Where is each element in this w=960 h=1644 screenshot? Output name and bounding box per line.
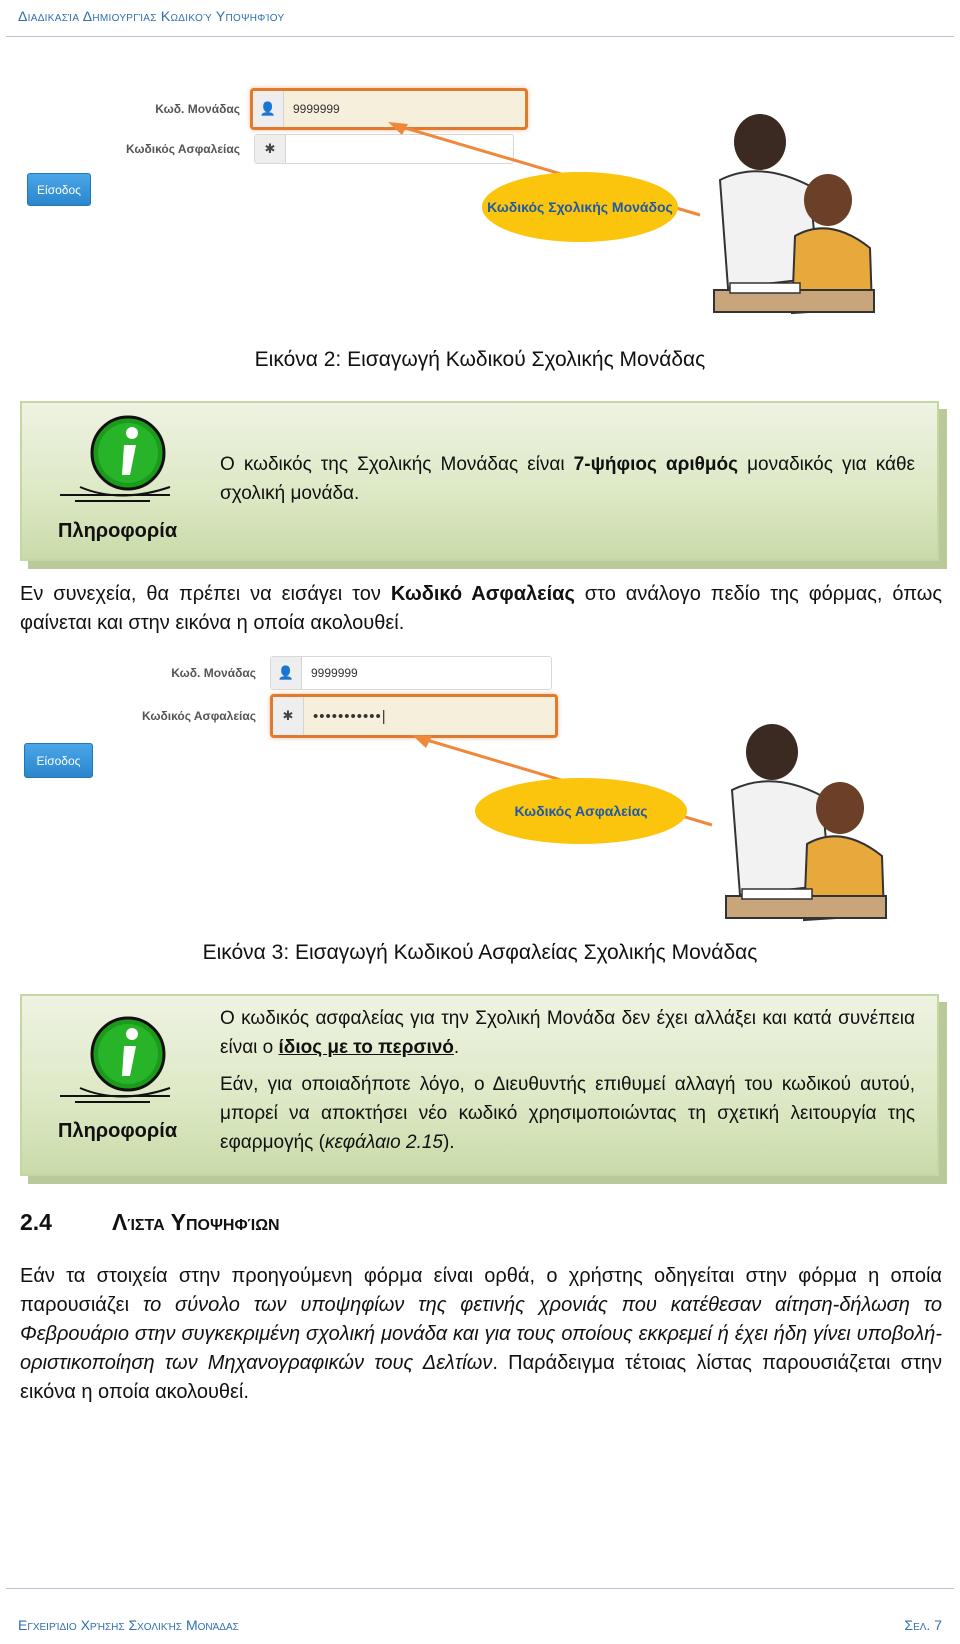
- info-text: [220, 1004, 915, 1157]
- info2-p2-start: Εάν, για οποιαδήποτε λόγο, ο Διευθυντής επιθυμεί αλλαγή του κωδικού αυτού, μπορεί να αποκτήσει νέο κωδικό χρησιμοποιώντας τη σχετική λειτουργία της εφαρμογής (: [220, 1074, 915, 1153]
- school-code-label: Κωδ. Μονάδας: [171, 666, 256, 680]
- security-code-label: Κωδικός Ασφαλείας: [125, 142, 240, 156]
- footer-divider: [6, 1588, 954, 1589]
- login-button[interactable]: Είσοδος: [24, 743, 93, 778]
- paragraph-2: [20, 1262, 942, 1407]
- info2-p2-end: ).: [442, 1132, 455, 1153]
- para2-end: . Παράδειγμα τέτοιας λίστας παρουσιάζεται στην εικόνα η οποία ακολουθεί.: [20, 1352, 942, 1403]
- user-icon: 👤: [271, 657, 302, 689]
- para1-end: στο ανάλογο πεδίο της φόρμας, όπως φαίνεται και στην εικόνα η οποία ακολουθεί.: [20, 583, 942, 634]
- para2-start: Εάν τα στοιχεία στην προηγούμενη φόρμα είναι ορθά, ο χρήστης οδηγείται στην φόρμα η οποία παρουσιάζει: [20, 1265, 942, 1316]
- info-icon: [50, 409, 200, 509]
- para1-bold: Κωδικό Ασφαλείας: [390, 583, 575, 605]
- security-code-label: Κωδικός Ασφαλείας: [141, 709, 256, 723]
- info2-p1-start: Ο κωδικός ασφαλείας για την Σχολική Μονάδα δεν έχει αλλάξει και κατά συνέπεια είναι ο: [220, 1008, 915, 1058]
- para1-start: Εν συνεχεία, θα πρέπει να εισάγει τον: [20, 583, 391, 605]
- callout-security-code: Κωδικός Ασφαλείας: [475, 778, 687, 844]
- security-code-value: •••••••••••|: [313, 707, 387, 725]
- header-divider: [6, 36, 954, 37]
- info-icon: [50, 1010, 200, 1110]
- para2-italic: το σύνολο των υποψηφίων της φετινής χρονιάς που κατέθεσαν αίτηση-δήλωση το Φεβρουάριο στην συγκεκριμένη σχολική μονάδα και για τους οποίους εκκρεμεί ή έχει ήδη γίνει υποβολή-οριστικοποίηση των Μηχανογραφικών τους Δελτίων: [20, 1294, 942, 1374]
- info-box-2: [20, 994, 939, 1176]
- info2-p1-end: .: [453, 1037, 460, 1058]
- figure-3-caption: Εικόνα 3: Εισαγωγή Κωδικού Ασφαλείας Σχολικής Μονάδας: [202, 941, 758, 964]
- login-button[interactable]: Είσοδος: [27, 173, 91, 206]
- info2-p1-underline: ίδιος με το περσινό: [278, 1037, 454, 1058]
- info-text-start: Ο κωδικός της Σχολικής Μονάδας είναι: [220, 454, 574, 475]
- teacher-student-illustration: [712, 720, 902, 930]
- school-code-value: 9999999: [293, 102, 340, 116]
- figure-2: [0, 80, 960, 330]
- section-title: Λίστα Υποψηφίων: [112, 1209, 280, 1235]
- teacher-student-illustration: [700, 108, 890, 328]
- info-text-bold: 7-ψήφιος αριθμός: [573, 454, 739, 475]
- page-number: Σελ. 7: [904, 1617, 942, 1633]
- info-label: Πληροφορία: [58, 520, 178, 542]
- school-code-label: Κωδ. Μονάδας: [155, 102, 240, 116]
- figure-3: [0, 650, 960, 925]
- callout-school-code: Κωδικός Σχολικής Μονάδος: [482, 172, 678, 242]
- figure-2-caption: Εικόνα 2: Εισαγωγή Κωδικού Σχολικής Μονάδας: [254, 348, 706, 371]
- page-header-title: Διαδικασία Δημιουργίας Κωδικού Υποψηφίου: [18, 8, 285, 24]
- user-icon: 👤: [253, 91, 284, 127]
- section-number: 2.4: [20, 1209, 52, 1235]
- asterisk-icon: ✱: [255, 135, 286, 163]
- info2-p2-italic: κεφάλαιο 2.15: [324, 1132, 443, 1153]
- paragraph-1: [20, 580, 942, 638]
- info-text: [220, 450, 915, 508]
- school-code-value: 9999999: [311, 666, 358, 680]
- footer-manual-title: Εγχειρίδιο Χρήσης Σχολικής Μονάδας: [18, 1617, 239, 1633]
- info-label: Πληροφορία: [58, 1120, 178, 1142]
- asterisk-icon: ✱: [273, 697, 304, 735]
- info-text-end: μοναδικός για κάθε σχολική μονάδα.: [220, 454, 916, 504]
- info-box-1: [20, 401, 939, 561]
